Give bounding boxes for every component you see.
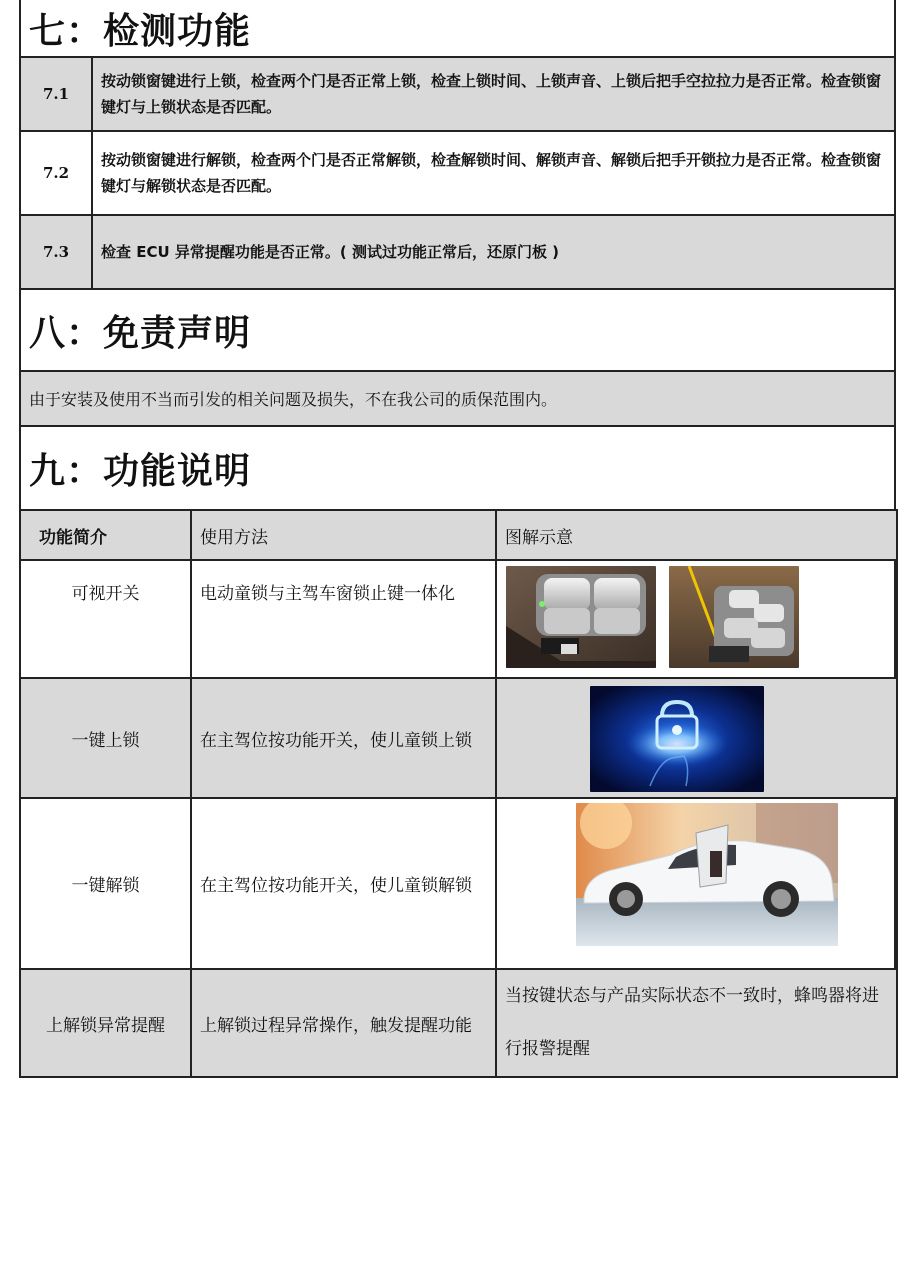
- lock-graphic: [590, 686, 764, 792]
- table-row: [20, 798, 897, 969]
- document: [19, 0, 896, 1078]
- item-number: 7.2: [21, 132, 93, 214]
- item-7-2: [21, 132, 894, 216]
- function-name: 一键解锁: [20, 798, 191, 969]
- item-number: 7.1: [21, 58, 93, 130]
- section-7-title: 七：检测功能: [21, 0, 894, 58]
- header-method: 使用方法: [191, 510, 496, 560]
- header-illustration: 图解示意: [496, 510, 897, 560]
- table-row: [20, 560, 897, 678]
- function-name: 可视开关: [20, 560, 191, 678]
- illustration-cell: [496, 798, 897, 969]
- item-text: 按动锁窗键进行解锁，检查两个门是否正常解锁，检查解锁时间、解锁声音、解锁后把手开锁拉力是否正常。检查锁窗键灯与解锁状态是否匹配。: [101, 151, 882, 195]
- header-function: 功能简介: [20, 510, 191, 560]
- table-row: [20, 969, 897, 1077]
- item-7-1: [21, 58, 894, 132]
- switch-photo-1: [506, 566, 656, 668]
- function-method: 在主驾位按功能开关，使儿童锁解锁: [191, 798, 496, 969]
- car-photo: [576, 803, 838, 946]
- function-name: 上解锁异常提醒: [20, 969, 191, 1077]
- function-method: 在主驾位按功能开关，使儿童锁上锁: [191, 678, 496, 798]
- illustration-cell: [496, 560, 897, 678]
- function-name: 一键上锁: [20, 678, 191, 798]
- switch-photo-2: [669, 566, 799, 668]
- item-text: 检查 ECU 异常提醒功能是否正常。( 测试过功能正常后，还原门板 ): [101, 243, 560, 261]
- item-number: 7.3: [21, 216, 93, 288]
- item-text: 按动锁窗键进行上锁，检查两个门是否正常上锁，检查上锁时间、上锁声音、上锁后把手空拉拉力是否正常。检查锁窗键灯与上锁状态是否匹配。: [101, 72, 882, 116]
- function-method: 电动童锁与主驾车窗锁止键一体化: [191, 560, 496, 678]
- table-header: [20, 510, 897, 560]
- table-row: [20, 678, 897, 798]
- disclaimer-text: 由于安装及使用不当而引发的相关问题及损失，不在我公司的质保范围内。: [21, 372, 894, 427]
- illustration-cell: [496, 678, 897, 798]
- function-method: 上解锁过程异常操作，触发提醒功能: [191, 969, 496, 1077]
- illustration-text: 当按键状态与产品实际状态不一致时，蜂鸣器将进行报警提醒: [496, 969, 897, 1077]
- item-7-3: [21, 216, 894, 290]
- function-table: [19, 509, 898, 1078]
- section-9-title: 九：功能说明: [29, 450, 252, 492]
- section-8-title: 八：免责声明: [21, 290, 894, 372]
